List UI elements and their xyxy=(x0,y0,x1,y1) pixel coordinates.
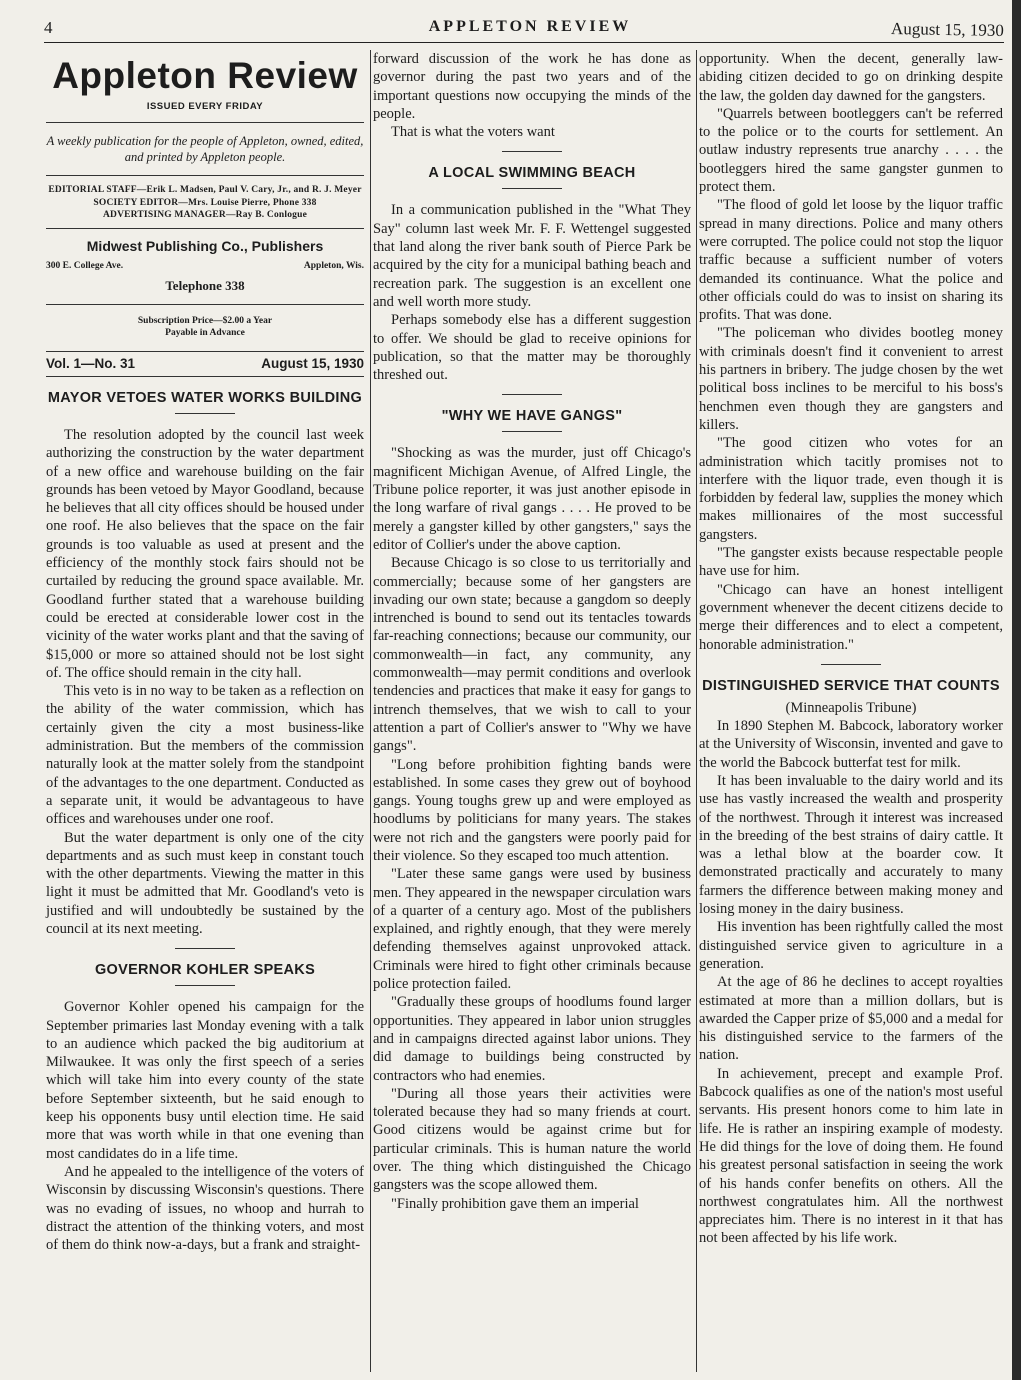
article-paragraph: That is what the voters want xyxy=(391,124,555,141)
subscription xyxy=(46,315,364,339)
article-paragraph: In 1890 Stephen M. Babcock, laboratory worker at the University of Wisconsin, invented and gave to the world the Babcock butterfat test for milk. xyxy=(699,718,1003,771)
address-city: Appleton, Wis. xyxy=(303,261,364,272)
article-separator xyxy=(502,151,562,152)
running-head xyxy=(44,14,1016,42)
publisher-address xyxy=(46,257,364,275)
page-number: 4 xyxy=(44,18,53,37)
masthead xyxy=(46,56,364,377)
masthead-rule xyxy=(46,122,364,123)
column-2 xyxy=(370,50,691,1372)
article-paragraph: In achievement, precept and example Prof. Babcock qualifies as one of the nation's most useful servants. His present honors come to him late in life. He is rather an inspiring example of modesty. He did things for the love of doing them. He found his greatest personal satisfaction in seeing the work of his hands confer benefits on others. All the northwest congratulates him. All the northwest appreciates him. There is no interest in it that has not been affected by his life work. xyxy=(699,1065,1003,1247)
article-paragraph: "The gangster exists because respectable people have use for him. xyxy=(699,545,1003,580)
article-paragraph: And he appealed to the intelligence of the voters of Wisconsin by discussing Wisconsin's questions. There was no evading of issues, no whoop and hurrah to distract the attention of the thinking voters, and most of them do think now-a-days, but a frank and straight- xyxy=(46,1163,364,1254)
article-paragraph: "The policeman who divides bootleg money with criminals doesn't find it convenient to arrest his partners in bribery. The judge chosen by the wet political boss inclines to be merciful to his boss's henchmen even though they are gangsters and killers. xyxy=(699,325,1003,433)
article-paragraph: This veto is in no way to be taken as a reflection on the ability of the water commission, which has certainly given the city a most business-like administration. But the members of the commission naturally look at the matter solely from the standpoint of the advantages to the one department. Conducted as a separate unit, it would be advantageous to have offices and warehouses under one roof. xyxy=(46,683,364,828)
header-rule xyxy=(44,42,1004,43)
subscription-terms: Payable in Advance xyxy=(165,327,245,338)
article-paragraph: "The good citizen who votes for an administration which tacitly promises not to interfere with the liquor trade, even though it is forbidden by federal law, supplies the money which makes millionaires of the most successful gangsters. xyxy=(699,435,1003,543)
headline-beach: A LOCAL SWIMMING BEACH xyxy=(428,165,636,182)
publisher: Midwest Publishing Co., Publishers xyxy=(86,237,324,254)
article-paragraph: "Quarrels between bootleggers can't be referred to the police or to the courts for settlement. An outlaw industry represents true anarchy . . . . the bootleggers hired the same gangster gunmen to protect them. xyxy=(699,105,1003,196)
headline-gangs: "WHY WE HAVE GANGS" xyxy=(441,408,623,425)
society-editor: SOCIETY EDITOR—Mrs. Louise Pierre, Phone 338 xyxy=(93,197,317,208)
article-separator xyxy=(502,394,562,395)
article-paragraph: His invention has been rightfully called the most distinguished service given to agriculture in a generation. xyxy=(699,919,1003,972)
headline-babcock: DISTINGUISHED SERVICE THAT COUNTS xyxy=(702,677,1000,694)
subscription-price: Subscription Price—$2.00 a Year xyxy=(137,315,273,326)
article-paragraph: "Long before prohibition fighting bands were established. In some cases they grew out of boyhood gangs. Young toughs grew up and were employed as hoodlums by politicians for many years. The stakes were not rich and the gangsters were poorly paid for their violence. So they escaped too much attention. xyxy=(373,756,691,864)
article-paragraph: At the age of 86 he declines to accept royalties estimated at more than a million dollars, but is awarded the Capper prize of $5,000 and a medal for his distinguished service to the farmers of the nation. xyxy=(699,974,1003,1064)
masthead-rule xyxy=(46,304,364,305)
article-paragraph: In a communication published in the "What They Say" column last week Mr. F. F. Wettengel suggested that land along the river bank south of Pierce Park be acquired by the city for a municipal bathing beach and recreation park. The suggestion is an excellent one and well worth more study. xyxy=(373,202,691,310)
headline-veto: MAYOR VETOES WATER WORKS BUILDING xyxy=(47,389,363,406)
article-paragraph: Perhaps somebody else has a different suggestion to offer. We should be glad to receive opinions for publication, so that the matter may be thoroughly threshed out. xyxy=(373,312,691,384)
masthead-staff xyxy=(46,184,364,222)
issue-date: August 15, 1930 xyxy=(261,355,364,371)
headline-kohler: GOVERNOR KOHLER SPEAKS xyxy=(94,962,316,979)
column-1 xyxy=(46,50,364,1254)
volume-number: Vol. 1—No. 31 xyxy=(46,355,136,371)
article-paragraph: "The flood of gold let loose by the liquor traffic spread in many directions. Police and many others were corrupted. The police could not stop the liquor traffic because a sufficient number of voters demanded its continuance. What the police and other officials could do was to insist on sharing its profits. That was done. xyxy=(699,197,1003,324)
article-paragraph: But the water department is only one of the city departments and as such must keep in constant touch with the other departments. Viewing the matter in this light it must be admitted that Mr. Goodland's veto is justified and will undoubtedly be sustained by the council at its next meeting. xyxy=(46,829,364,937)
telephone: Telephone 338 xyxy=(165,278,245,294)
advertising-manager: ADVERTISING MANAGER—Ray B. Conlogue xyxy=(102,210,308,221)
article-paragraph: Because Chicago is so close to us territorially and commercially; because some of her gangsters are invading our own state; because a gangdom so deeply intrenched is bound to send out its tentacles towards far-reaching connections; because our community, our commonwealth—in fact, any community, any commonwealth—may permit conditions and overlook tendencies and practices that make it easy for gangs to intrench themselves, that we wish to call to your attention a part of Collier's answer to "Why we have gangs". xyxy=(373,555,691,755)
article-paragraph: "During all those years their activities were tolerated because they had so many friends at court. Good citizens would be against crime but for particular criminals. This is human nature the world over. The thing which distinguished the Chicago gangsters was the scope allowed them. xyxy=(373,1085,691,1194)
article-paragraph: opportunity. When the decent, generally law-abiding citizen decided to go on drinking despite the law, the golden day dawned for the gangsters. xyxy=(699,51,1003,104)
article-paragraph: "Shocking as was the murder, just off Chicago's magnificent Michigan Avenue, of Alfred Lingle, the Tribune police reporter, it was just another episode in the long warfare of rival gangs . . . . He proved to be merely a gangster killed by other gangsters," says the editor of Collier's under the above caption. xyxy=(373,445,691,553)
article-separator xyxy=(502,188,562,189)
article-separator xyxy=(502,431,562,432)
article-paragraph: "Chicago can have an honest intelligent government whenever the decent citizens decide to merge their differences and to elect a competent, honorable administration." xyxy=(699,581,1003,653)
article-paragraph: "Later these same gangs were used by business men. They appeared in the newspaper circulation wars of a quarter of a century ago. Most of the publishers explained, and rightly enough, that they were merely defending themselves against unprovoked attack. Criminals were hired to fight other criminals because police protection failed. xyxy=(373,866,691,993)
article-paragraph: "Finally prohibition gave them an imperial xyxy=(391,1195,639,1212)
volume-line xyxy=(46,351,364,377)
article-separator xyxy=(175,985,235,986)
address-street: 300 E. College Ave. xyxy=(46,261,124,272)
article-paragraph: The resolution adopted by the council last week authorizing the construction by the water department of a new office and warehouse building on the fair grounds has been vetoed by Mayor Goodland, because he believes that all city offices should be housed under one roof. He also believes that the space on the fair grounds is too valuable as used at present and the efficiency of the monthly stock fairs should not be curtailed by reducing the ground space available. Mr. Goodland further stated that a warehouse building could be erected at considerable lower cost in the vicinity of the water works plant and that the saving of $15,000 or more so attained should not be lost sight of. The office should remain in the city hall. xyxy=(46,426,364,681)
article-separator xyxy=(821,664,881,665)
article-paragraph: It has been invaluable to the dairy world and its use has vastly increased the wealth and prosperity of the northwest. Through it interest was increased in the breeding of the best strains of dairy cattle. It was a lethal blow at the boarder cow. It demonstrated practically and accurately to many farmers the difference between making money and losing money in the dairy business. xyxy=(699,772,1003,918)
page-edge-shadow xyxy=(1012,0,1021,1380)
article-paragraph: Governor Kohler opened his campaign for the September primaries last Monday evening with a talk to an audience which packed the big auditorium at Milwaukee. It was only the first speech of a series which will take him into every county of the state before September sixteenth, but he said enough to keep his opponents busy until election time. He said more that was worth while in that one evening than most candidates do in a life time. xyxy=(46,999,364,1162)
column-3 xyxy=(696,50,1003,1372)
masthead-rule xyxy=(46,175,364,176)
editorial-staff: EDITORIAL STAFF—Erik L. Madsen, Paul V. Cary, Jr., and R. J. Meyer xyxy=(48,185,362,196)
running-title: APPLETON REVIEW xyxy=(428,18,632,35)
article-paragraph: "Gradually these groups of hoodlums found larger opportunities. They appeared in labor union struggles and in campaigns directed against labor unions. They did damage to buildings being constructed by contractors who had enemies. xyxy=(373,994,691,1084)
masthead-title: Appleton Review xyxy=(52,55,358,96)
article-separator xyxy=(175,948,235,949)
article-separator xyxy=(175,413,235,414)
running-date: August 15, 1930 xyxy=(890,19,1005,40)
masthead-rule xyxy=(46,228,364,229)
masthead-issued: ISSUED EVERY FRIDAY xyxy=(146,101,264,112)
article-paragraph: forward discussion of the work he has done as governor during the past two years and of the important questions now occupying the minds of the people. xyxy=(373,51,691,122)
article-credit: (Minneapolis Tribune) xyxy=(785,699,917,716)
masthead-tagline: A weekly publication for the people of Appleton, owned, edited, and printed by Appleton people. xyxy=(46,134,364,165)
